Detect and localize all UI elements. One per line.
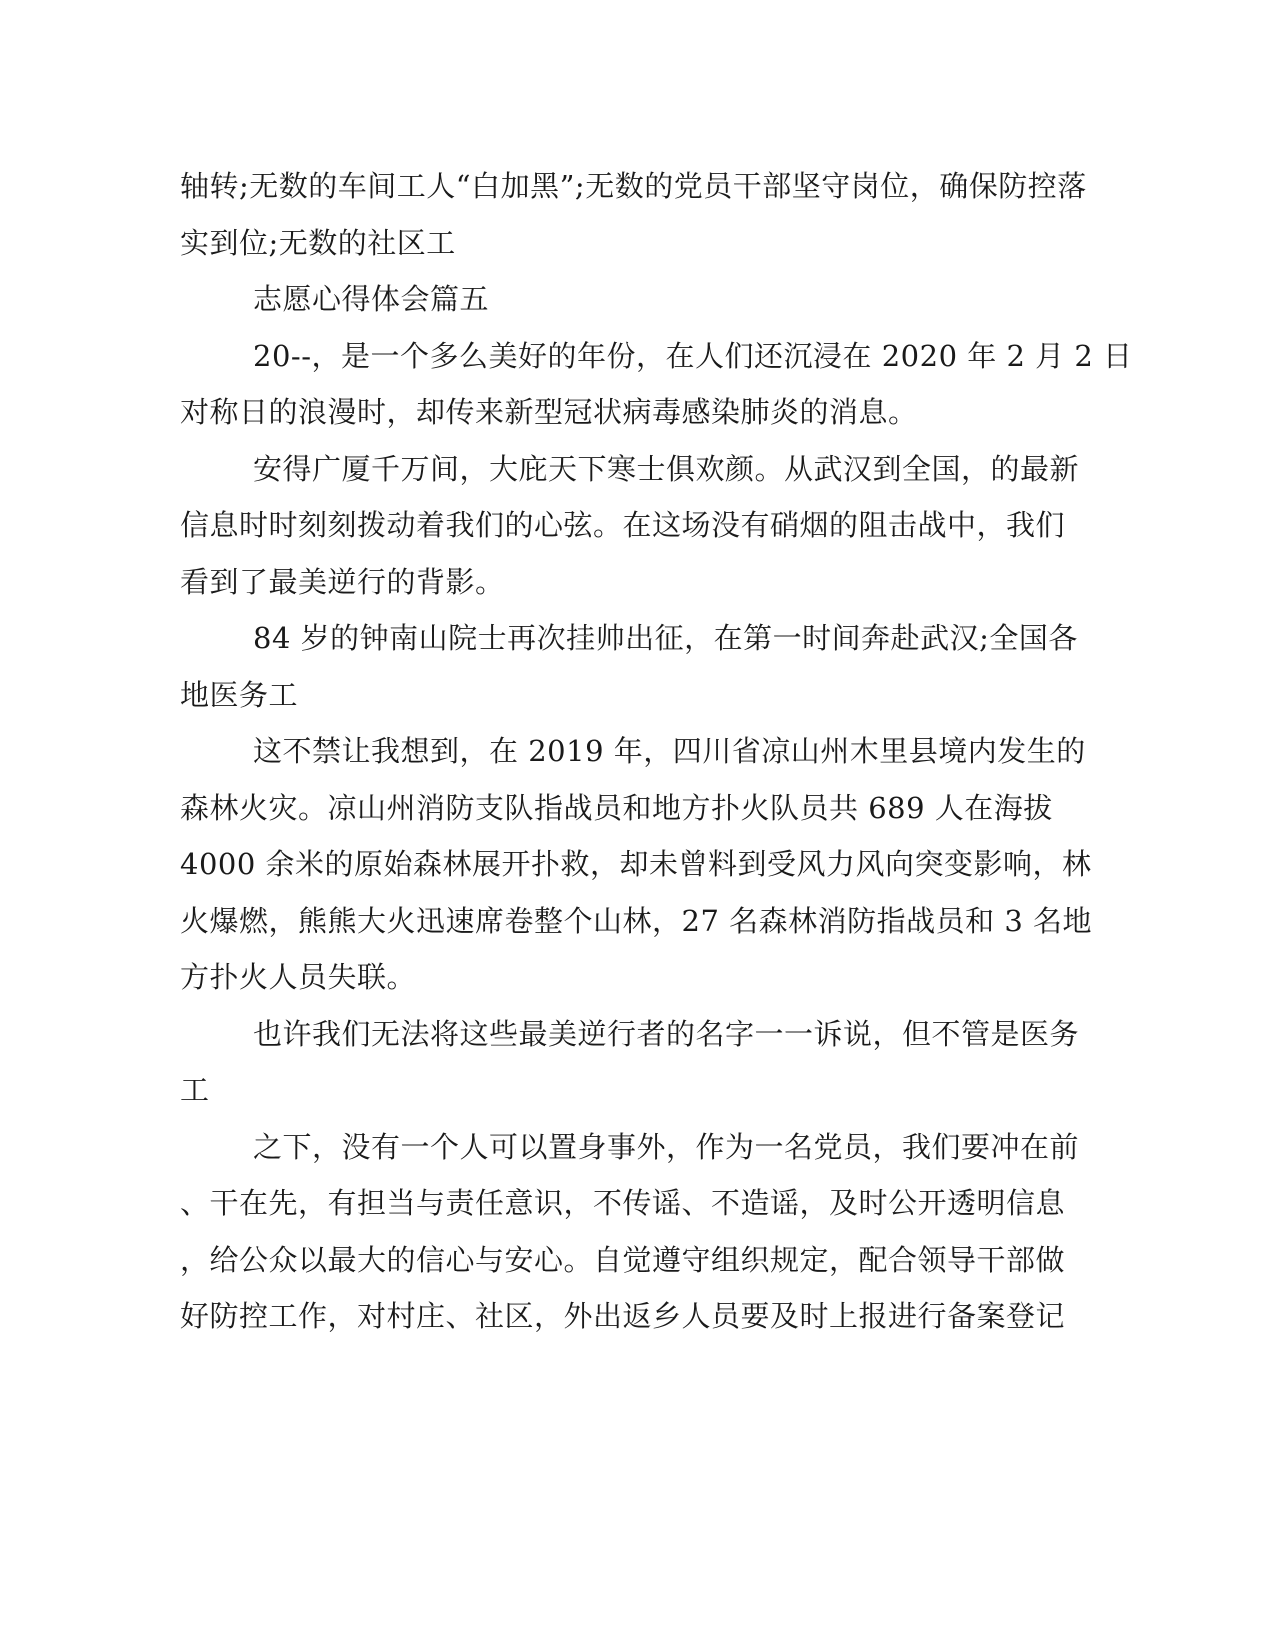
- paragraph: [180, 328, 1133, 441]
- paragraph-line: 地医务工: [180, 677, 299, 712]
- paragraph-line: 安得广厦千万间，大庇天下寒士俱欢颜。从武汉到全国，的最新: [253, 451, 1080, 486]
- paragraph-line: 也许我们无法将这些最美逆行者的名字一一诉说，但不管是医务: [253, 1016, 1080, 1051]
- paragraph-line: 好防控工作，对村庄、社区，外出返乡人员要及时上报进行备案登记: [180, 1299, 1066, 1333]
- paragraph-line: 火爆燃，熊熊大火迅速席卷整个山林，27 名森林消防指战员和 3 名地: [180, 903, 1093, 938]
- paragraph-line: 看到了最美逆行的背影。: [180, 564, 505, 599]
- paragraph: [180, 610, 1078, 723]
- paragraph-line: 、干在先，有担当与责任意识，不传谣、不造谣，及时公开透明信息: [180, 1186, 1066, 1220]
- paragraph-line: 志愿心得体会篇五: [253, 282, 490, 316]
- document-body: [180, 158, 1133, 1345]
- paragraph-line: 这不禁让我想到，在 2019 年，四川省凉山州木里县境内发生的: [253, 734, 1086, 768]
- paragraph-line: 4000 余米的原始森林展开扑救，却未曾料到受风力风向突变影响，林: [180, 847, 1092, 881]
- paragraph-line: 信息时时刻刻拨动着我们的心弦。在这场没有硝烟的阻击战中，我们: [180, 508, 1066, 542]
- paragraph: [180, 441, 1080, 611]
- paragraph-line: 之下，没有一个人可以置身事外，作为一名党员，我们要冲在前: [253, 1129, 1080, 1164]
- paragraph: [180, 723, 1093, 1006]
- paragraph: [180, 1006, 1080, 1119]
- paragraph-line: ，给公众以最大的信心与安心。自觉遵守组织规定，配合领导干部做: [180, 1242, 1066, 1277]
- paragraph: [180, 1119, 1080, 1345]
- paragraph-line: 20--，是一个多么美好的年份，在人们还沉浸在 2020 年 2 月 2 日: [253, 338, 1133, 373]
- paragraph: [180, 158, 1087, 271]
- paragraph: [180, 271, 1042, 328]
- paragraph-line: 对称日的浪漫时，却传来新型冠状病毒感染肺炎的消息。: [180, 395, 918, 429]
- paragraph-line: 工: [180, 1073, 210, 1107]
- paragraph-line: 森林火灾。凉山州消防支队指战员和地方扑火队员共 689 人在海拔: [180, 790, 1053, 825]
- paragraph-line: 84 岁的钟南山院士再次挂帅出征，在第一时间奔赴武汉;全国各: [253, 621, 1078, 655]
- paragraph-line: 方扑火人员失联。: [180, 960, 417, 994]
- paragraph-line: 实到位;无数的社区工: [180, 225, 456, 260]
- paragraph-line: 轴转;无数的车间工人“白加黑”;无数的党员干部坚守岗位，确保防控落: [180, 169, 1087, 203]
